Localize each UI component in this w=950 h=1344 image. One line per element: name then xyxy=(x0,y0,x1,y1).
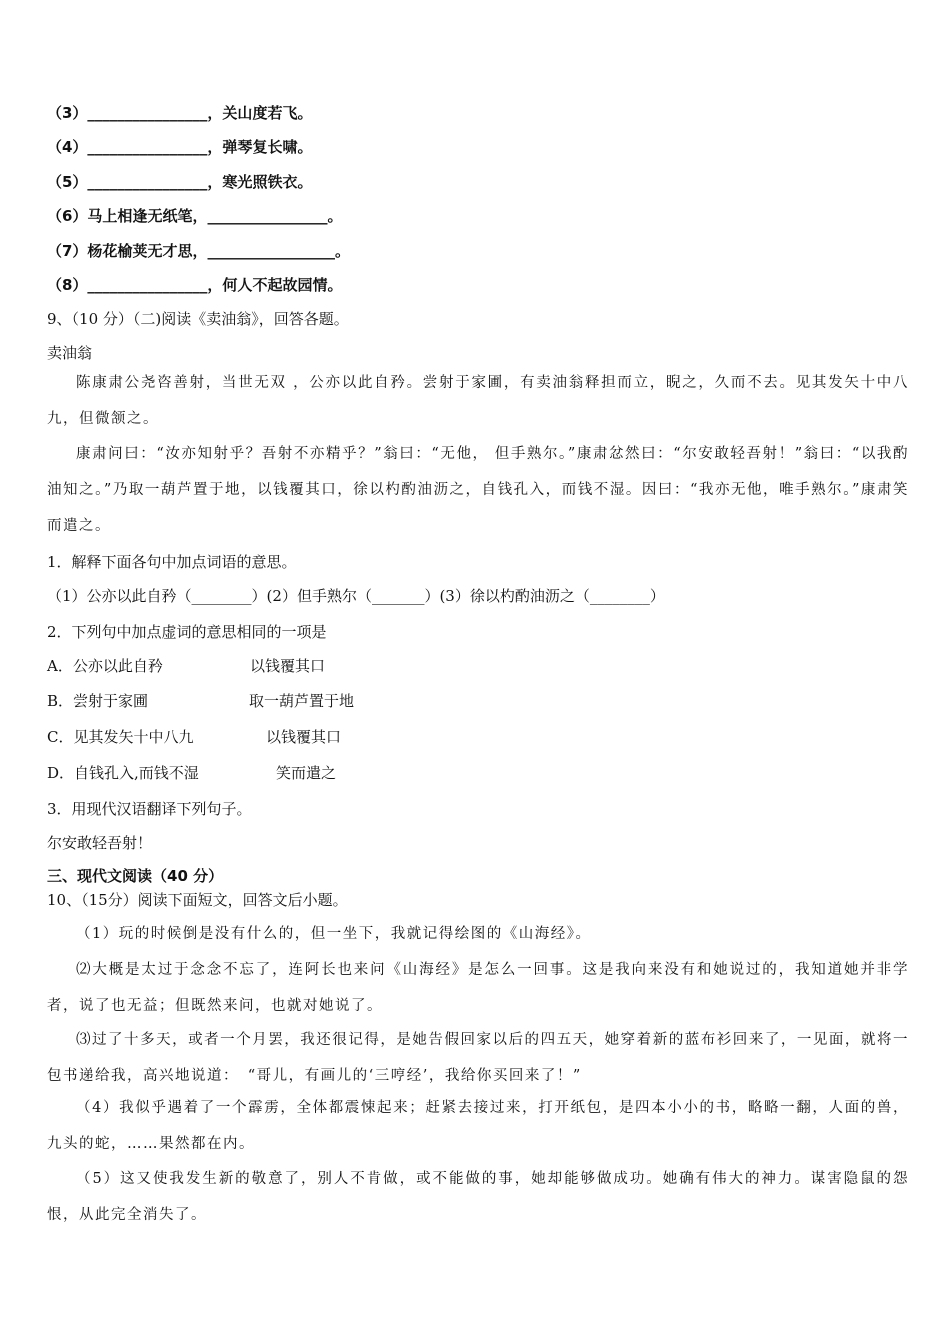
reading-paragraph-2: ⑵大概是太过于念念不忘了，连阿长也来问《山海经》是怎么一回事。这是我向来没有和她说过的，我知道她并非学者，说了也无益；但既然来问，也就对她说了。 xyxy=(47,962,909,1014)
reading-paragraph-5: （5）这又使我发生新的敬意了，别人不肯做，或不能做的事，她却能够做成功。她确有伟大的神力。谋害隐鼠的怨恨，从此完全消失了。 xyxy=(47,1171,909,1223)
section-3-heading: 三、现代文阅读（40 分） xyxy=(47,867,224,885)
passage-paragraph-1: 陈康肃公尧咨善射，当世无双 ，公亦以此自矜。尝射于家圃，有卖油翁释担而立，睨之，久而不去。见其发矢十中八九，但微颔之。 xyxy=(47,375,909,427)
option-c xyxy=(47,727,342,747)
passage-paragraph-2: 康肃问曰：“汝亦知射乎？吾射不亦精乎？”翁曰：“无他， 但手熟尔。”康肃忿然曰：“尔安敢轻吾射！”翁曰：“以我酌油知之。”乃取一葫芦置于地，以钱覆其口，徐以杓酌油沥之，自钱孔入，而钱不湿。因曰：“我亦无他，唯手熟尔。”康肃笑而遣之。 xyxy=(47,446,909,534)
reading-paragraph-1: （1）玩的时候倒是没有什么的，但一坐下，我就记得绘图的《山海经》。 xyxy=(76,926,592,942)
fill-in-line-7: （7）杨花榆荚无才思，_________________。 xyxy=(47,242,350,260)
fill-in-line-8: （8）________________，何人不起故园情。 xyxy=(47,276,343,294)
sub-question-1: 1．解释下面各句中加点词语的意思。 xyxy=(47,553,297,571)
sub-question-3: 3．用现代汉语翻译下列句子。 xyxy=(47,800,252,818)
passage-title: 卖油翁 xyxy=(47,344,93,362)
option-b xyxy=(47,691,355,711)
option-a-sentence: A．公亦以此自矜 xyxy=(47,657,163,675)
option-d-sentence: D．自钱孔入,而钱不湿 xyxy=(47,764,199,782)
sub-question-1-items: （1）公亦以此自矜（________）(2）但手熟尔（_______）(3）徐以杓酌油沥之（________） xyxy=(47,587,665,605)
option-b-compare: 取一葫芦置于地 xyxy=(249,692,355,710)
reading-paragraph-3: ⑶过了十多天，或者一个月罢，我还很记得，是她告假回家以后的四五天，她穿着新的蓝布衫回来了，一见面，就将一包书递给我，高兴地说道： “哥儿，有画儿的‘三哼经’，我给你买回来了！” xyxy=(47,1032,909,1084)
sub-question-2: 2．下列句中加点虚词的意思相同的一项是 xyxy=(47,623,327,641)
option-c-compare: 以钱覆其口 xyxy=(266,728,342,746)
fill-in-line-5: （5）________________，寒光照铁衣。 xyxy=(47,173,313,191)
q10-heading: 10、（15分）阅读下面短文，回答文后小题。 xyxy=(47,891,348,909)
option-d xyxy=(47,763,337,783)
option-c-sentence: C．见其发矢十中八九 xyxy=(47,728,194,746)
reading-paragraph-4: （4）我似乎遇着了一个霹雳，全体都震悚起来；赶紧去接过来，打开纸包，是四本小小的书，略略一翻，人面的兽，九头的蛇，……果然都在内。 xyxy=(47,1100,909,1152)
option-a-compare: 以钱覆其口 xyxy=(250,657,326,675)
option-b-sentence: B．尝射于家圃 xyxy=(47,692,149,710)
sub-question-3-sentence: 尔安敢轻吾射！ xyxy=(47,834,153,852)
fill-in-line-6: （6）马上相逢无纸笔，________________。 xyxy=(47,207,343,225)
option-a xyxy=(47,656,326,676)
option-d-compare: 笑而遣之 xyxy=(276,764,337,782)
fill-in-line-4: （4）________________，弹琴复长啸。 xyxy=(47,138,313,156)
fill-in-line-3: （3）________________，关山度若飞。 xyxy=(47,104,313,122)
q9-heading: 9、（10 分）（二)阅读《卖油翁》，回答各题。 xyxy=(47,310,349,328)
